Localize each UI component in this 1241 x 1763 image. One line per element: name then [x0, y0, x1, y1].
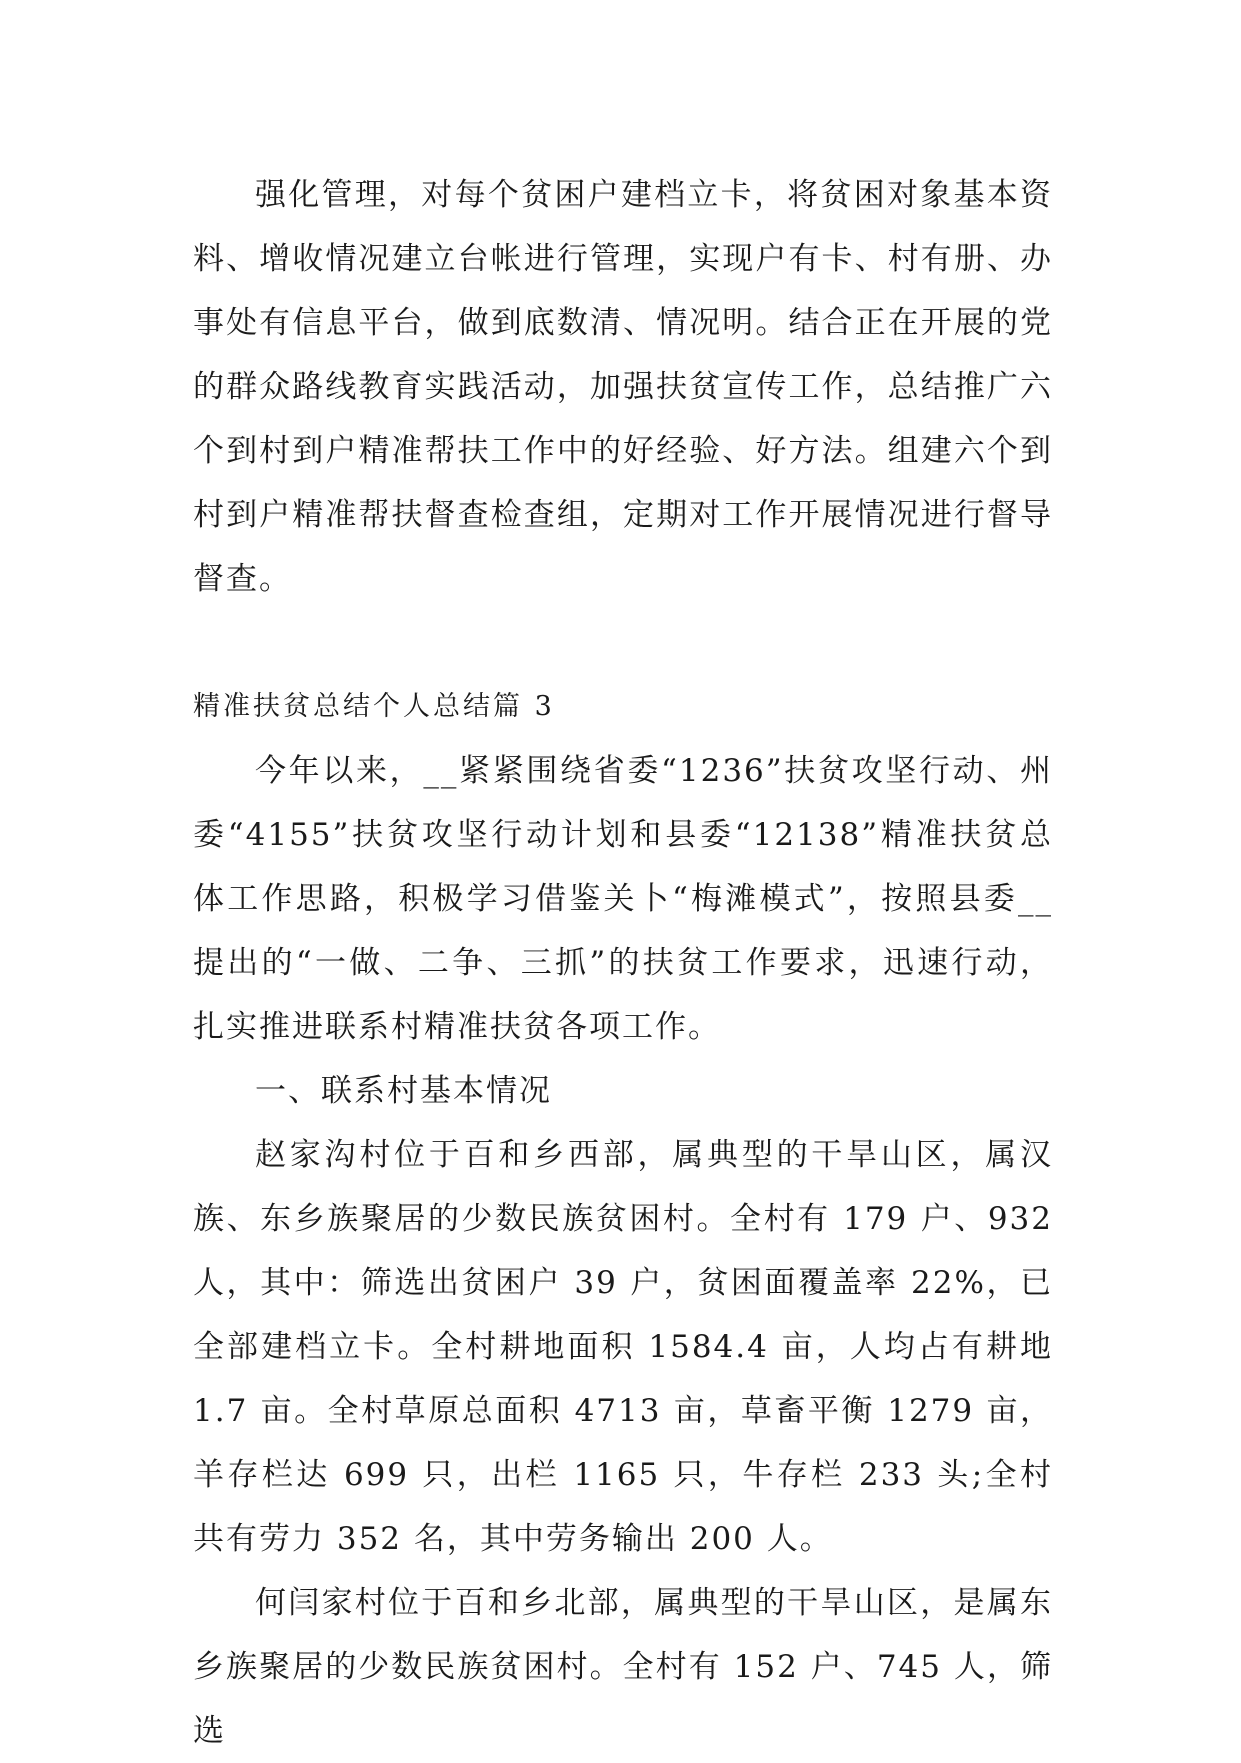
document-body — [193, 163, 1053, 1763]
paragraph-intro: 今年以来，__紧紧围绕省委“1236”扶贫攻坚行动、州委“4155”扶贫攻坚行动计划和县委“12138”精准扶贫总体工作思路，积极学习借鉴关卜“梅滩模式”，按照县委__提出的“一做、二争、三抓”的扶贫工作要求，迅速行动，扎实推进联系村精准扶贫各项工作。 — [193, 753, 1053, 1045]
section-spacer — [193, 611, 1053, 675]
paragraph-heyanjia: 何闫家村位于百和乡北部，属典型的干旱山区，是属东乡族聚居的少数民族贫困村。全村有 152 户、745 人，筛选 — [193, 1585, 1053, 1749]
paragraph-zhaojiagou: 赵家沟村位于百和乡西部，属典型的干旱山区，属汉族、东乡族聚居的少数民族贫困村。全村有 179 户、932 人，其中：筛选出贫困户 39 户，贫困面覆盖率 22%，已全部建档立卡。全村耕地面积 1584.4 亩，人均占有耕地 1.7 亩。全村草原总面积 4713 亩，草畜平衡 1279 亩，羊存栏达 699 只，出栏 1165 只，牛存栏 233 头;全村共有劳力 352 名，其中劳务输出 200 人。 — [193, 1137, 1053, 1557]
section-title: 精准扶贫总结个人总结篇 3 — [193, 691, 555, 722]
subheading-village-overview: 一、联系村基本情况 — [255, 1073, 552, 1109]
paragraph-management: 强化管理，对每个贫困户建档立卡，将贫困对象基本资料、增收情况建立台帐进行管理，实现户有卡、村有册、办事处有信息平台，做到底数清、情况明。结合正在开展的党的群众路线教育实践活动，加强扶贫宣传工作，总结推广六个到村到户精准帮扶工作中的好经验、好方法。组建六个到村到户精准帮扶督查检查组，定期对工作开展情况进行督导督查。 — [193, 177, 1053, 597]
